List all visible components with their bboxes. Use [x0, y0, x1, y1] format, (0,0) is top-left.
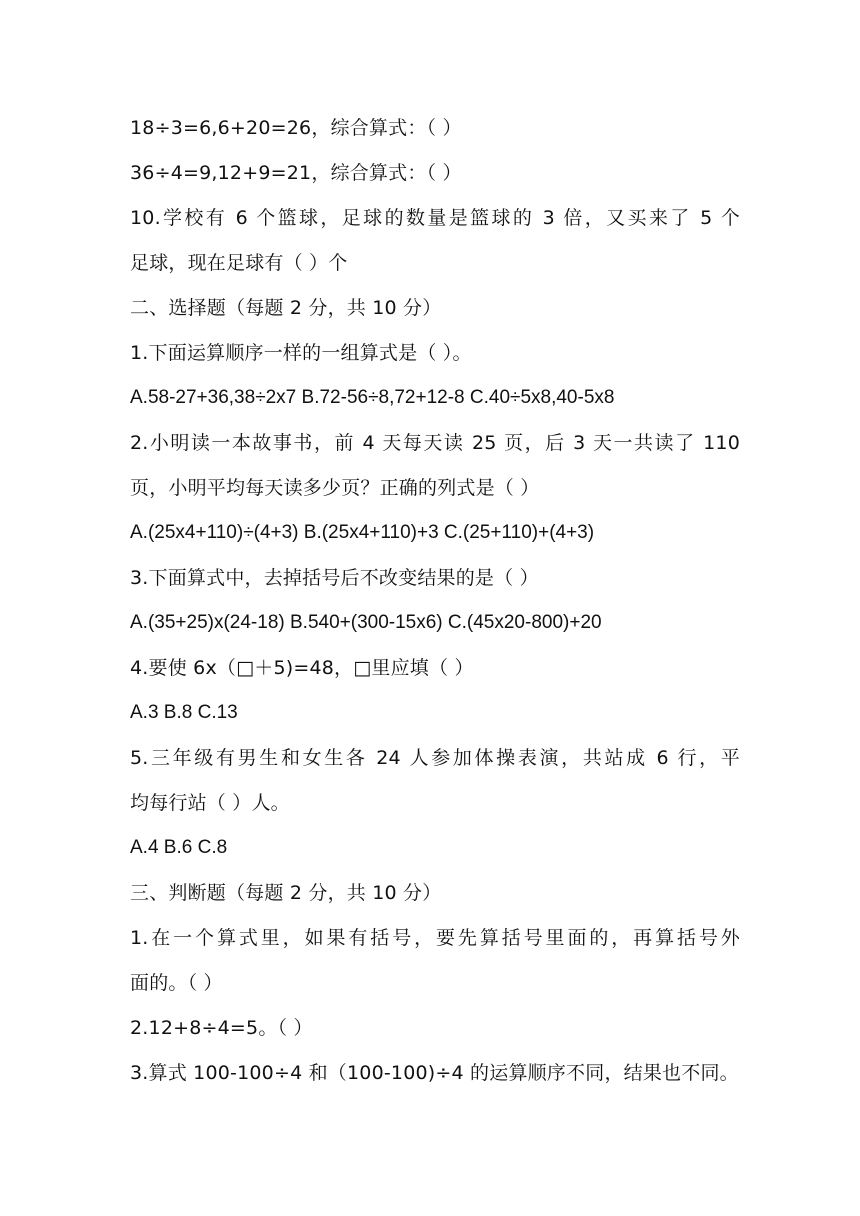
text-line-choice-3-options: A.(35+25)x(24-18) B.540+(300-15x6) C.(45x20-800)+20 [130, 612, 602, 633]
text-line-judgement-1-part-1: 1.在一个算式里，如果有括号，要先算括号里面的，再算括号外 [130, 927, 740, 949]
section-heading-judgement: 三、判断题（每题 2 分，共 10 分） [130, 882, 442, 904]
text-line-judgement-2: 2.12+8÷4=5。（ ） [130, 1017, 313, 1039]
text-line-choice-4: 4.要使 6x（□＋5)=48，□里应填（ ） [130, 657, 474, 679]
text-line-choice-5-options: A.4 B.6 C.8 [130, 837, 228, 858]
text-line-combined-formula-2: 36÷4=9,12+9=21，综合算式：（ ） [130, 162, 462, 184]
text-line-question-10-part-1: 10.学校有 6 个篮球，足球的数量是篮球的 3 倍，又买来了 5 个 [130, 207, 740, 229]
text-line-choice-1: 1.下面运算顺序一样的一组算式是（ ）。 [130, 342, 472, 364]
text-line-judgement-3: 3.算式 100-100÷4 和（100-100)÷4 的运算顺序不同，结果也不同。 [130, 1062, 739, 1084]
text-line-choice-3: 3.下面算式中，去掉括号后不改变结果的是（ ） [130, 567, 539, 589]
text-line-question-10-part-2: 足球，现在足球有（ ）个 [130, 252, 348, 274]
text-line-choice-5-part-1: 5.三年级有男生和女生各 24 人参加体操表演，共站成 6 行，平 [130, 747, 740, 769]
text-line-choice-4-options: A.3 B.8 C.13 [130, 702, 238, 723]
text-line-choice-2-options: A.(25x4+110)÷(4+3) B.(25x4+110)+3 C.(25+110)+(4+3) [130, 522, 595, 543]
text-line-choice-1-options: A.58-27+36,38÷2x7 B.72-56÷8,72+12-8 C.40÷5x8,40-5x8 [130, 387, 615, 408]
text-line-combined-formula-1: 18÷3=6,6+20=26，综合算式：（ ） [130, 117, 462, 139]
text-line-judgement-1-part-2: 面的。（ ） [130, 972, 223, 994]
section-heading-choice: 二、选择题（每题 2 分，共 10 分） [130, 297, 442, 319]
text-line-choice-2-part-1: 2.小明读一本故事书，前 4 天每天读 25 页，后 3 天一共读了 110 [130, 432, 740, 454]
text-line-choice-2-part-2: 页，小明平均每天读多少页？正确的列式是（ ） [130, 477, 540, 499]
text-line-choice-5-part-2: 均每行站（ ）人。 [130, 792, 290, 814]
